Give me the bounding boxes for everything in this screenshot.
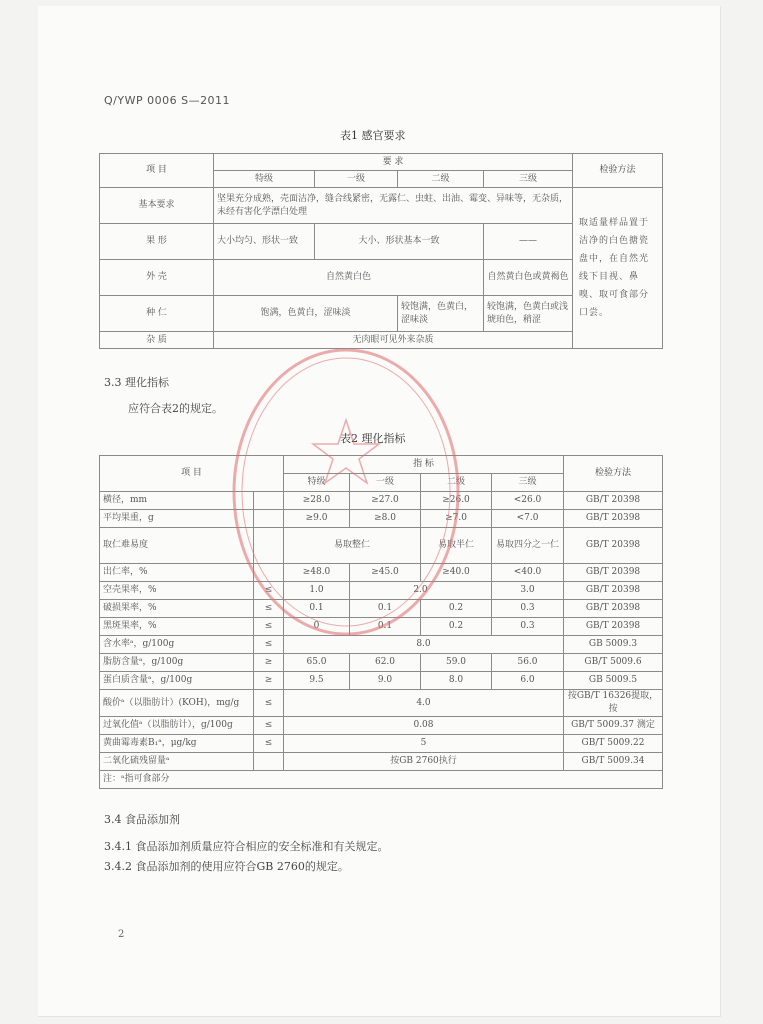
t2-row-item: 取仁难易度 — [100, 528, 254, 564]
t1-grade-special: 特级 — [214, 171, 315, 188]
t1-row-item: 外 壳 — [100, 260, 214, 296]
table2-caption: 表2 理化指标 — [340, 432, 406, 445]
standard-code: Q/YWP 0006 S—2011 — [104, 94, 231, 107]
t2-note: 注：ᵃ指可食部分 — [100, 771, 663, 789]
t1-shape-third: —— — [484, 224, 573, 260]
t1-header-item: 项 目 — [100, 154, 214, 188]
t2-method: GB/T 20398 — [564, 528, 663, 564]
t2-value: 按GB 2760执行 — [284, 753, 564, 771]
t2-row-item: 破损果率，% — [100, 600, 254, 618]
t1-impurity: 无肉眼可见外来杂质 — [214, 332, 573, 349]
t2-value: 4.0 — [284, 690, 564, 717]
t1-row-item: 杂 质 — [100, 332, 214, 349]
t2-method: GB 5009.5 — [564, 672, 663, 690]
t2-value: ≥7.0 — [421, 510, 492, 528]
t1-shell-second-third: 自然黄白色或黄褐色 — [484, 260, 573, 296]
section-3-3-body: 应符合表2的规定。 — [128, 402, 223, 415]
t2-value: 59.0 — [421, 654, 492, 672]
t2-value: ≥48.0 — [284, 564, 350, 582]
t2-value: ≥8.0 — [350, 510, 421, 528]
t2-row-item: 空壳果率，% — [100, 582, 254, 600]
t1-kernel-third: 较饱满，色黄白或浅琥珀色，稍涩 — [484, 296, 573, 332]
t1-grade-third: 三级 — [484, 171, 573, 188]
t1-kernel-second: 较饱满，色黄白，涩味淡 — [398, 296, 484, 332]
t2-row-item: 蛋白质含量ᵃ，g/100g — [100, 672, 254, 690]
t2-row-sym: ≤ — [254, 690, 284, 717]
t2-row-item: 过氧化值ᵃ（以脂肪计），g/100g — [100, 717, 254, 735]
t2-value: <7.0 — [492, 510, 564, 528]
t2-method: GB/T 20398 — [564, 510, 663, 528]
t1-header-method: 检验方法 — [573, 154, 663, 188]
t2-value: <26.0 — [492, 492, 564, 510]
t2-row-sym — [254, 753, 284, 771]
t2-row-sym — [254, 510, 284, 528]
t1-grade-first: 一级 — [315, 171, 398, 188]
t2-method: GB/T 20398 — [564, 600, 663, 618]
t2-method: GB/T 5009.22 — [564, 735, 663, 753]
t1-row-item: 果 形 — [100, 224, 214, 260]
t2-row-item: 出仁率，% — [100, 564, 254, 582]
t2-value: 0.2 — [421, 600, 492, 618]
t2-row-sym: ≤ — [254, 717, 284, 735]
t2-row-item: 脂肪含量ᵃ，g/100g — [100, 654, 254, 672]
t2-grade-second: 二级 — [421, 474, 492, 492]
t2-value: ≥28.0 — [284, 492, 350, 510]
t2-row-sym: ≤ — [254, 582, 284, 600]
t2-value: 62.0 — [350, 654, 421, 672]
t2-value: 9.5 — [284, 672, 350, 690]
t2-value: 0.3 — [492, 618, 564, 636]
t2-value: 0.08 — [284, 717, 564, 735]
t2-method: GB/T 20398 — [564, 618, 663, 636]
t2-method: GB 5009.3 — [564, 636, 663, 654]
t2-method: GB/T 5009.34 — [564, 753, 663, 771]
t2-grade-special: 特级 — [284, 474, 350, 492]
t2-row-item: 横径，mm — [100, 492, 254, 510]
t1-shell-special-first: 自然黄白色 — [214, 260, 484, 296]
t2-value: 65.0 — [284, 654, 350, 672]
t2-value: 0.1 — [284, 600, 350, 618]
t2-row-item: 黑斑果率，% — [100, 618, 254, 636]
t2-row-sym: ≤ — [254, 600, 284, 618]
t2-value: ≥45.0 — [350, 564, 421, 582]
t1-row-item: 种 仁 — [100, 296, 214, 332]
t2-value: 56.0 — [492, 654, 564, 672]
t2-value: 0.1 — [350, 618, 421, 636]
t2-row-sym: ≥ — [254, 654, 284, 672]
t2-value: ≥9.0 — [284, 510, 350, 528]
t2-value: 9.0 — [350, 672, 421, 690]
t2-header-method: 检验方法 — [564, 456, 663, 492]
t2-value: 易取四分之一仁 — [492, 528, 564, 564]
t2-value: 0.2 — [421, 618, 492, 636]
t2-method: GB/T 5009.37 测定 — [564, 717, 663, 735]
t2-row-sym — [254, 492, 284, 510]
t1-basic-requirement: 坚果充分成熟，壳面洁净，缝合线紧密，无露仁、虫蛀、出油、霉变、异味等，无杂质，未经有害化学漂白处理 — [214, 188, 573, 224]
t2-value: 易取整仁 — [284, 528, 421, 564]
t2-method: GB/T 5009.6 — [564, 654, 663, 672]
t2-row-sym: ≤ — [254, 735, 284, 753]
t1-shape-special: 大小均匀、形状一致 — [214, 224, 315, 260]
t2-row-sym: ≥ — [254, 672, 284, 690]
t2-value: <40.0 — [492, 564, 564, 582]
t2-row-item: 二氧化硫残留量ᵃ — [100, 753, 254, 771]
t1-grade-second: 二级 — [398, 171, 484, 188]
t2-row-sym — [254, 564, 284, 582]
t2-row-item: 酸价ᵃ（以脂肪计）(KOH)，mg/g — [100, 690, 254, 717]
t2-row-sym — [254, 528, 284, 564]
t1-method-text: 取适量样品置于洁净的白色搪瓷盘中，在自然光线下目视、鼻嗅、取可食部分口尝。 — [573, 188, 663, 349]
section-3-4-heading: 3.4 食品添加剂 — [104, 813, 180, 826]
t2-value: ≥27.0 — [350, 492, 421, 510]
t2-method: 按GB/T 16326提取，按 — [564, 690, 663, 717]
t2-value: 8.0 — [421, 672, 492, 690]
t1-kernel-special-first: 饱满，色黄白，涩味淡 — [214, 296, 398, 332]
t2-row-item: 含水率ᵃ，g/100g — [100, 636, 254, 654]
t2-value: ≥40.0 — [421, 564, 492, 582]
t2-row-item: 黄曲霉毒素B₁ᵃ，μg/kg — [100, 735, 254, 753]
t2-value: 3.0 — [492, 582, 564, 600]
t2-value: 0.3 — [492, 600, 564, 618]
section-3-4-2: 3.4.2 食品添加剂的使用应符合GB 2760的规定。 — [104, 860, 349, 873]
t2-grade-first: 一级 — [350, 474, 421, 492]
sensory-requirements-table — [99, 153, 663, 349]
t2-value: 2.0 — [350, 582, 492, 600]
t2-value: 8.0 — [284, 636, 564, 654]
t2-value: 5 — [284, 735, 564, 753]
table1-caption: 表1 感官要求 — [340, 129, 406, 142]
section-3-4-1: 3.4.1 食品添加剂质量应符合相应的安全标准和有关规定。 — [104, 840, 389, 853]
t2-row-sym: ≤ — [254, 636, 284, 654]
section-3-3-heading: 3.3 理化指标 — [104, 376, 169, 389]
physicochemical-table — [99, 455, 663, 789]
t2-header-item: 项 目 — [100, 456, 284, 492]
t2-value: 1.0 — [284, 582, 350, 600]
t2-method: GB/T 20398 — [564, 492, 663, 510]
t2-value: 0.1 — [350, 600, 421, 618]
t1-header-requirement: 要 求 — [214, 154, 573, 171]
page-number: 2 — [118, 929, 125, 940]
t2-value: 易取半仁 — [421, 528, 492, 564]
t2-value: 0 — [284, 618, 350, 636]
t1-row-item: 基本要求 — [100, 188, 214, 224]
t2-method: GB/T 20398 — [564, 564, 663, 582]
t2-row-item: 平均果重，g — [100, 510, 254, 528]
t2-grade-third: 三级 — [492, 474, 564, 492]
t2-header-indicator: 指 标 — [284, 456, 564, 474]
t2-row-sym: ≤ — [254, 618, 284, 636]
t2-value: 6.0 — [492, 672, 564, 690]
t1-shape-first-second: 大小、形状基本一致 — [315, 224, 484, 260]
t2-method: GB/T 20398 — [564, 582, 663, 600]
t2-value: ≥26.0 — [421, 492, 492, 510]
